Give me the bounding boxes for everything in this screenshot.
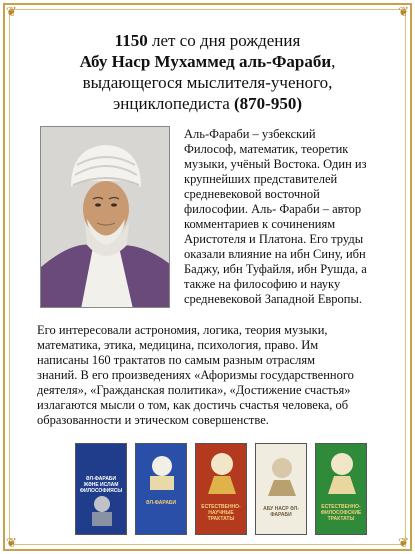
book-title: ӘЛ-ФАРАБИ [145,500,177,506]
corner-ornament-icon: ❦ [398,4,409,19]
text-line: математика, этика, медицина, психология, право. Им [37,338,319,352]
text-line: знаний. В его произведениях «Афоризмы государственного [37,368,354,382]
book-title: ӘЛ-ФАРАБИ ЖӘНЕ ИСЛАМ ФИЛОСОФИЯСЫ [79,476,123,494]
biography-bottom-paragraph [37,323,377,428]
title-line-3: выдающегося мыслителя-ученого, [82,73,333,92]
book-figure-icon [316,448,367,494]
book-cover [135,443,187,535]
text-line: средневековой Западной Европы. [184,292,362,306]
text-line: излагаются мысли о том, как достичь счастья человека, об [37,398,349,412]
text-line: философии. Аль- Фараби – автор [184,202,362,216]
title-comma: , [331,52,336,71]
book-cover [75,443,127,535]
corner-ornament-icon: ❦ [398,535,409,550]
person-name: Абу Наср Мухаммед аль-Фараби [79,52,332,71]
page-title [26,30,389,114]
text-line: музыки, учёный Востока. Один из [184,157,367,171]
text-line: комментариев к сочинениям [184,217,336,231]
book-figure-icon [256,450,307,496]
corner-ornament-icon: ❦ [6,535,17,550]
text-line: Философ, математик, теоретик [184,142,349,156]
text-line: деятеля», «Гражданская политика», «Достижение счастья» [37,383,351,397]
book-covers-row [75,443,367,535]
book-title: АБУ НАСР ӘЛ-ФАРАБИ [263,506,299,518]
life-years: (870-950) [234,94,302,113]
portrait-image [40,126,170,308]
book-cover [255,443,307,535]
book-figure-icon [196,448,247,494]
book-title: ЕСТЕСТВЕННО-ФИЛОСОФСКИЕ ТРАКТАТЫ [320,504,362,522]
text-line: оказали влияние на ибн Сину, ибн [184,247,366,261]
book-cover [195,443,247,535]
text-line: образованности и этическом совершенстве. [37,413,269,427]
title-line-4: энциклопедиста [113,94,234,113]
corner-ornament-icon: ❦ [6,4,17,19]
text-line: крупнейших представителей [184,172,338,186]
anniversary-text: лет со дня рождения [147,31,301,50]
book-cover [315,443,367,535]
portrait-illustration [41,127,170,308]
book-figure-icon [136,450,187,490]
text-line: средневековой восточной [184,187,320,201]
text-line: Аристотеля и Платона. Его труды [184,232,364,246]
biography-right-column [184,127,376,307]
book-figure-icon [76,490,127,530]
book-title: ЕСТЕСТВЕННО-НАУЧНЫЕ ТРАКТАТЫ [201,504,241,522]
anniversary-number: 1150 [114,31,148,50]
text-line: написаны 160 трактатов по самым разным отраслям [37,353,315,367]
text-line: Аль-Фараби – узбекский [184,127,316,141]
text-line: Его интересовали астрономия, логика, теория музыки, [37,323,328,337]
text-line: также на философию и науку [184,277,341,291]
text-line: Баджу, ибн Туфайля, ибн Рушда, а [184,262,367,276]
